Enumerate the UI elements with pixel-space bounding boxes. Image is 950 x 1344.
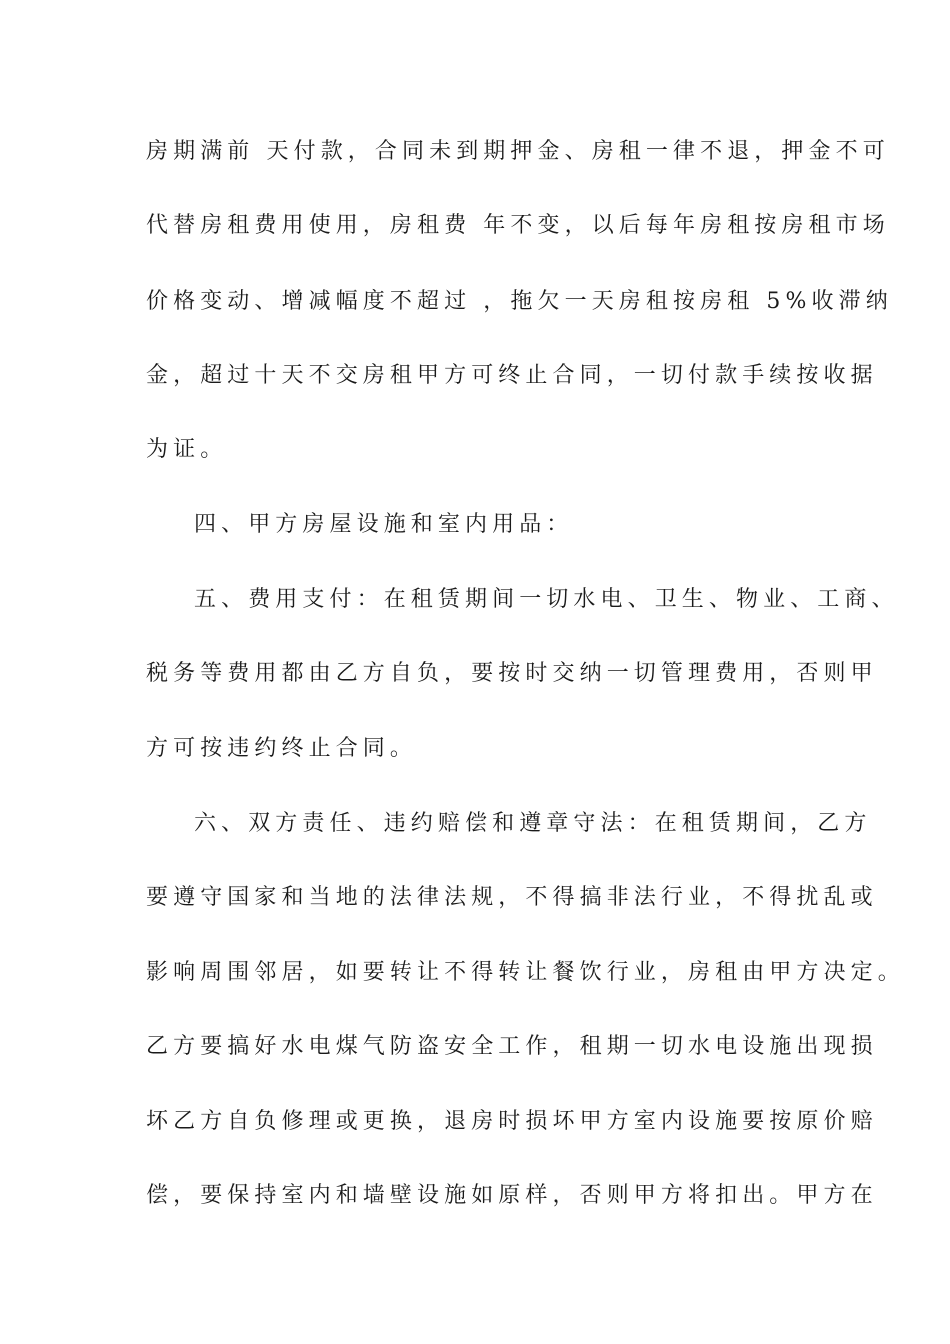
text-line: 为证。 (146, 437, 228, 462)
text-line: 房期满前 天付款，合同未到期押金、房租一律不退，押金不可 (146, 139, 890, 164)
text-line: 坏乙方自负修理或更换，退房时损坏甲方室内设施要按原价赔 (146, 1109, 878, 1134)
section-heading-4: 四、甲方房屋设施和室内用品： (194, 512, 574, 537)
section-heading-6: 六、双方责任、违约赔偿和遵章守法：在租赁期间，乙方 (194, 811, 872, 836)
text-line: 价格变动、增减幅度不超过 ，拖欠一天房租按房租 5%收滞纳 (146, 289, 893, 314)
text-line: 金，超过十天不交房租甲方可终止合同，一切付款手续按收据 (146, 363, 878, 388)
text-line: 偿，要保持室内和墙壁设施如原样，否则甲方将扣出。甲方在 (146, 1183, 878, 1208)
text-line: 影响周围邻居，如要转让不得转让餐饮行业，房租由甲方决定。 (146, 960, 905, 985)
text-line: 方可按违约终止合同。 (146, 736, 418, 761)
text-line: 要遵守国家和当地的法律法规，不得搞非法行业，不得扰乱或 (146, 885, 878, 910)
text-line: 乙方要搞好水电煤气防盗安全工作，租期一切水电设施出现损 (146, 1034, 878, 1059)
text-line: 代替房租费用使用，房租费 年不变，以后每年房租按房租市场 (146, 213, 890, 238)
text-line: 税务等费用都由乙方自负，要按时交纳一切管理费用，否则甲 (146, 661, 878, 686)
section-heading-5: 五、费用支付：在租赁期间一切水电、卫生、物业、工商、 (194, 587, 899, 612)
